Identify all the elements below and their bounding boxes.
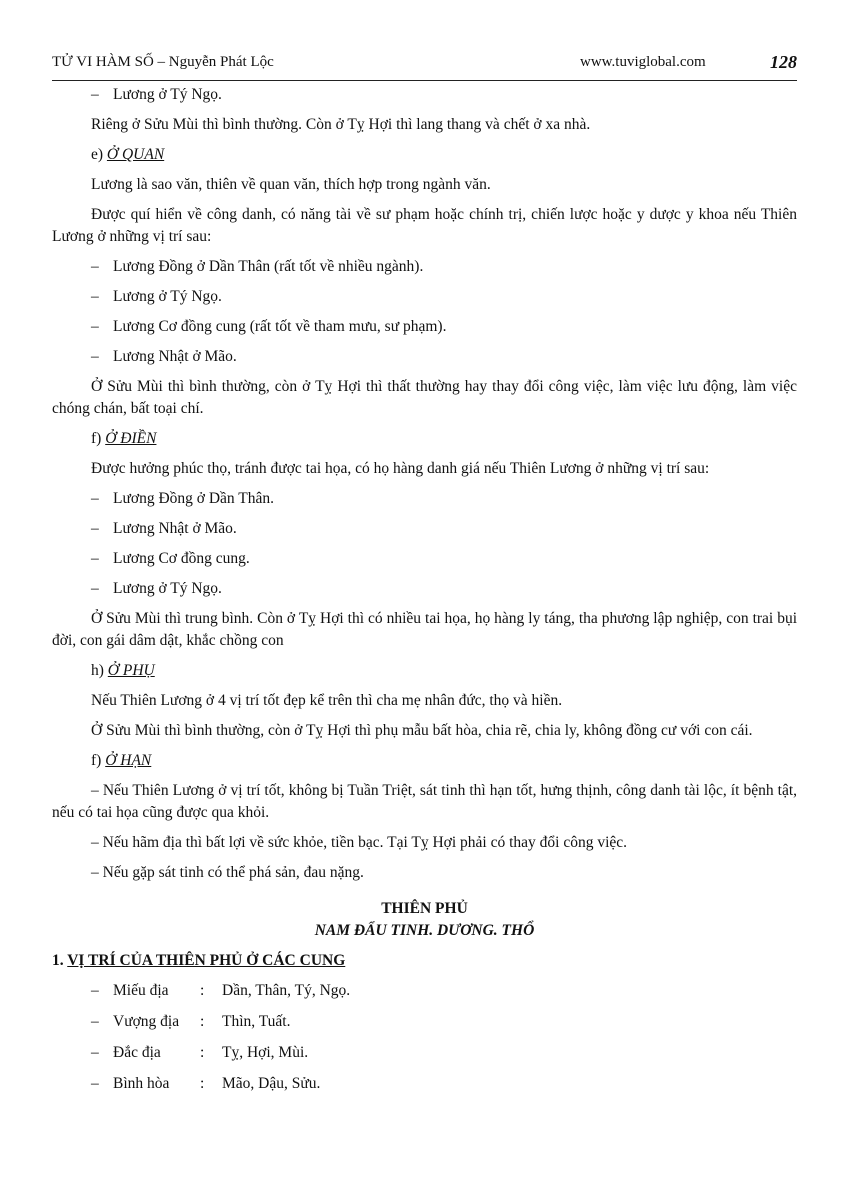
paragraph: Riêng ở Sửu Mùi thì bình thường. Còn ở Tỵ Hợi thì lang thang và chết ở xa nhà. [91,116,591,133]
list-item: – Lương ở Tý Ngọ. [91,580,222,597]
paragraph: Ở Sửu Mùi thì trung bình. Còn ở Tỵ Hợi thì có nhiều tai họa, họ hàng ly táng, tha phương lập nghiệp, con trai bụi đời, con gái dâm dật, khắc chồng con [52,610,797,649]
position-row: – Đắc địa : Tỵ, Hợi, Mùi. [91,1044,309,1061]
list-item: – Nếu gặp sát tinh có thể phá sản, đau nặng. [91,864,364,881]
list-item: – Nếu Thiên Lương ở vị trí tốt, không bị Tuần Triệt, sát tinh thì hạn tốt, hưng thịnh, công danh tài lộc, ít bệnh tật, nếu có tai họa cũng được qua khỏi. [52,782,798,821]
list-item: – Lương Nhật ở Mão. [91,348,237,365]
page-number: 128 [770,52,797,72]
list-item: – Lương Cơ đồng cung (rất tốt về tham mưu, sư phạm). [91,318,447,335]
paragraph: Được hưởng phúc thọ, tránh được tai họa, có họ hàng danh giá nếu Thiên Lương ở những vị trí sau: [91,460,710,477]
page-content [52,84,797,1104]
list-item: – Lương Đồng ở Dần Thân (rất tốt về nhiều ngành). [91,258,424,275]
subsection-heading: h) Ở PHỤ [91,662,155,679]
star-title: THIÊN PHỦ [381,900,468,917]
paragraph: Lương là sao văn, thiên về quan văn, thích hợp trong ngành văn. [91,176,491,193]
list-item: – Lương ở Tý Ngọ. [91,86,222,103]
list-item: – Lương Cơ đồng cung. [91,550,250,567]
list-item: – Lương Nhật ở Mão. [91,520,237,537]
paragraph: Nếu Thiên Lương ở 4 vị trí tốt đẹp kể trên thì cha mẹ nhân đức, thọ và hiền. [91,692,563,709]
page-header [52,52,797,81]
header-book-title: TỬ VI HÀM SỐ – Nguyễn Phát Lộc [52,54,274,70]
paragraph: Được quí hiển về công danh, có năng tài về sư phạm hoặc chính trị, chiến lược hoặc y dược y khoa nếu Thiên Lương ở những vị trí sau: [52,206,797,245]
star-subtitle: NAM ĐẨU TINH. DƯƠNG. THỔ [314,922,535,939]
position-row: – Bình hòa : Mão, Dậu, Sửu. [91,1075,321,1092]
subsection-heading: f) Ở ĐIỀN [91,430,157,447]
list-item: – Nếu hãm địa thì bất lợi về sức khỏe, tiền bạc. Tại Tỵ Hợi phải có thay đổi công việc. [91,834,628,851]
header-website[interactable]: www.tuviglobal.com [580,54,706,70]
list-item: – Lương Đồng ở Dần Thân. [91,490,274,507]
position-row: – Vượng địa : Thìn, Tuất. [91,1013,291,1030]
subsection-heading: f) Ở HẠN [91,752,152,769]
section-heading: 1. VỊ TRÍ CỦA THIÊN PHỦ Ở CÁC CUNG [52,952,346,969]
position-row: – Miếu địa : Dần, Thân, Tý, Ngọ. [91,982,351,999]
paragraph: Ở Sửu Mùi thì bình thường, còn ở Tỵ Hợi thì thất thường hay thay đổi công việc, làm việc lưu động, làm việc chóng chán, bất toại chí. [52,378,797,417]
paragraph: Ở Sửu Mùi thì bình thường, còn ở Tỵ Hợi thì phụ mẫu bất hòa, chia rẽ, chia ly, không đồng cư với con cái. [91,722,753,739]
list-item: – Lương ở Tý Ngọ. [91,288,222,305]
subsection-heading: e) Ở QUAN [91,146,165,163]
